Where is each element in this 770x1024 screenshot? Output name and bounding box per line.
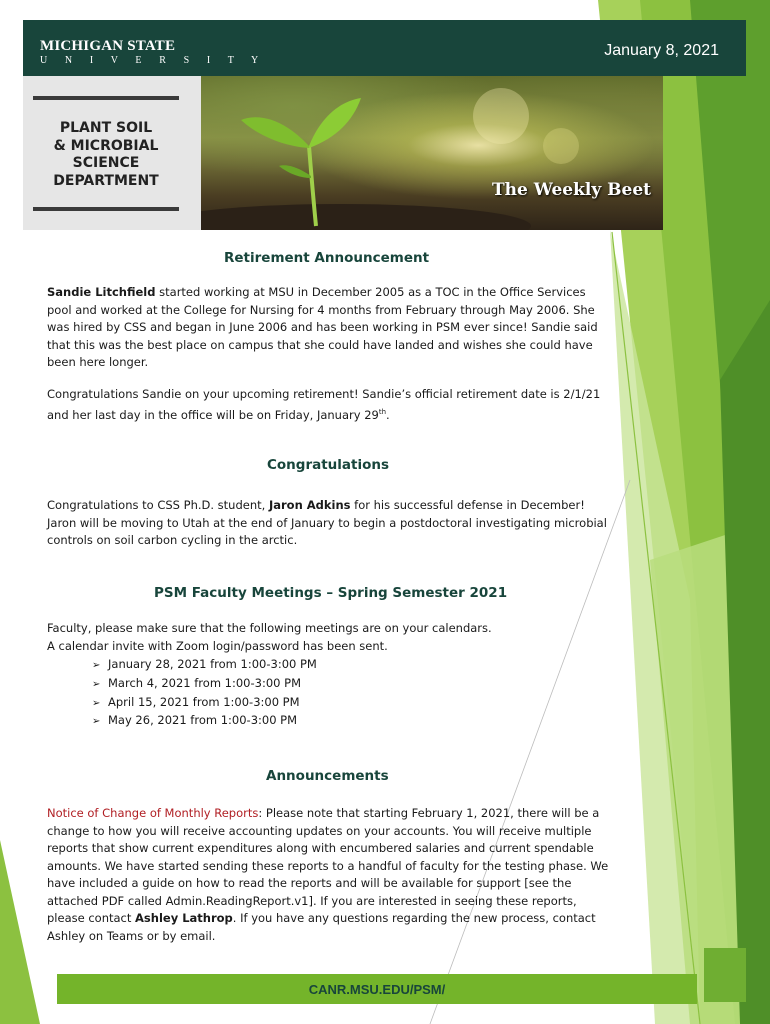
meeting-date: May 26, 2021 from 1:00-3:00 PM — [108, 713, 298, 728]
decorative-square — [704, 948, 746, 1002]
announcement-text-2: . If you have any questions regarding the new process, contact Ashley on Teams or by email. — [47, 911, 596, 943]
footer-url-link[interactable]: CANR.MSU.EDU/PSM/ — [308, 982, 446, 997]
contact-name: Ashley Lathrop — [135, 911, 233, 925]
congrats-text-after: for his successful defense in December! Jaron will be moving to Utah at the end of January to begin a postdoctoral investigating microbial controls on soil carbon cycling in the arctic. — [47, 498, 607, 547]
meetings-intro — [47, 620, 612, 655]
sentence-end: . — [386, 407, 390, 422]
retirement-paragraph-1 — [47, 284, 612, 372]
meeting-date: January 28, 2021 from 1:00-3:00 PM — [108, 657, 317, 671]
section-title-congratulations: Congratulations — [267, 457, 390, 473]
list-item — [92, 694, 317, 713]
retirement-date-text: Congratulations Sandie on your upcoming retirement! Sandie’s official retirement date is 2/1/21 and her last day in the office will be on Friday, January 29 — [47, 387, 601, 422]
announcements-paragraph — [47, 805, 612, 945]
msu-wordmark: MICHIGAN STATE — [40, 38, 176, 54]
list-item — [92, 656, 317, 675]
newsletter-date: January 8, 2021 — [604, 42, 719, 59]
congrats-text-before: Congratulations to CSS Ph.D. student, — [47, 498, 269, 512]
seedling-photo — [201, 76, 663, 230]
ordinal-suffix: th — [378, 407, 387, 416]
msu-wordmark-sub: U N I V E R S I T Y — [40, 55, 266, 66]
meeting-date: March 4, 2021 from 1:00-3:00 PM — [108, 675, 301, 690]
divider — [33, 207, 179, 211]
list-item — [92, 712, 317, 731]
arrow-bullet-icon: ➢ — [92, 697, 101, 709]
retirement-paragraph-2 — [47, 386, 612, 424]
list-item — [92, 675, 317, 694]
meetings-list — [92, 656, 317, 731]
arrow-bullet-icon: ➢ — [92, 660, 101, 671]
section-title-retirement: Retirement Announcement — [224, 250, 430, 266]
department-box — [23, 76, 201, 230]
meetings-intro-line-1: Faculty, please make sure that the following meetings are on your calendars. — [47, 621, 492, 635]
arrow-bullet-icon: ➢ — [92, 678, 101, 690]
retirement-text: started working at MSU in December 2005 as a TOC in the Office Services pool and worked at the College for Nursing for 4 months from February through May 2006. She was hired by CSS and began in June 2006 and has been working in PSM ever since! Sandie said that this was the best place on campus that she could have landed and wishes she could have been here longer. — [47, 285, 598, 369]
meetings-intro-line-2: A calendar invite with Zoom login/password has been sent. — [47, 638, 388, 653]
department-name: PLANT SOIL & MICROBIAL SCIENCE DEPARTMENT — [53, 120, 159, 189]
header-bar — [23, 20, 746, 76]
section-title-announcements: Announcements — [266, 768, 389, 784]
student-name: Jaron Adkins — [268, 498, 351, 512]
meeting-date: April 15, 2021 from 1:00-3:00 PM — [108, 694, 300, 709]
seedling-icon — [201, 76, 663, 230]
arrow-bullet-icon: ➢ — [92, 716, 101, 728]
section-title-meetings: PSM Faculty Meetings – Spring Semester 2021 — [154, 585, 508, 601]
footer-bar — [57, 974, 697, 1004]
divider — [33, 96, 179, 100]
newsletter-banner — [23, 76, 663, 230]
retiree-name: Sandie Litchfield — [47, 285, 156, 299]
announcement-text-1: : Please note that starting February 1, 2021, there will be a change to how you will receive accounting updates on your accounts. You will receive multiple reports that show current expenditures along with encumbered salaries and current spendable amounts. We have started sending these reports to a handful of faculty for the testing phase. We have included a guide on how to read the reports and will be available for support [see the attached PDF called Admin.ReadingReport.v1]. If you are interested in seeing these reports, please contact — [47, 806, 609, 925]
congratulations-paragraph — [47, 497, 612, 550]
newsletter-title: The Weekly Beet — [492, 180, 651, 200]
announcement-lead: Notice of Change of Monthly Reports — [47, 806, 259, 820]
